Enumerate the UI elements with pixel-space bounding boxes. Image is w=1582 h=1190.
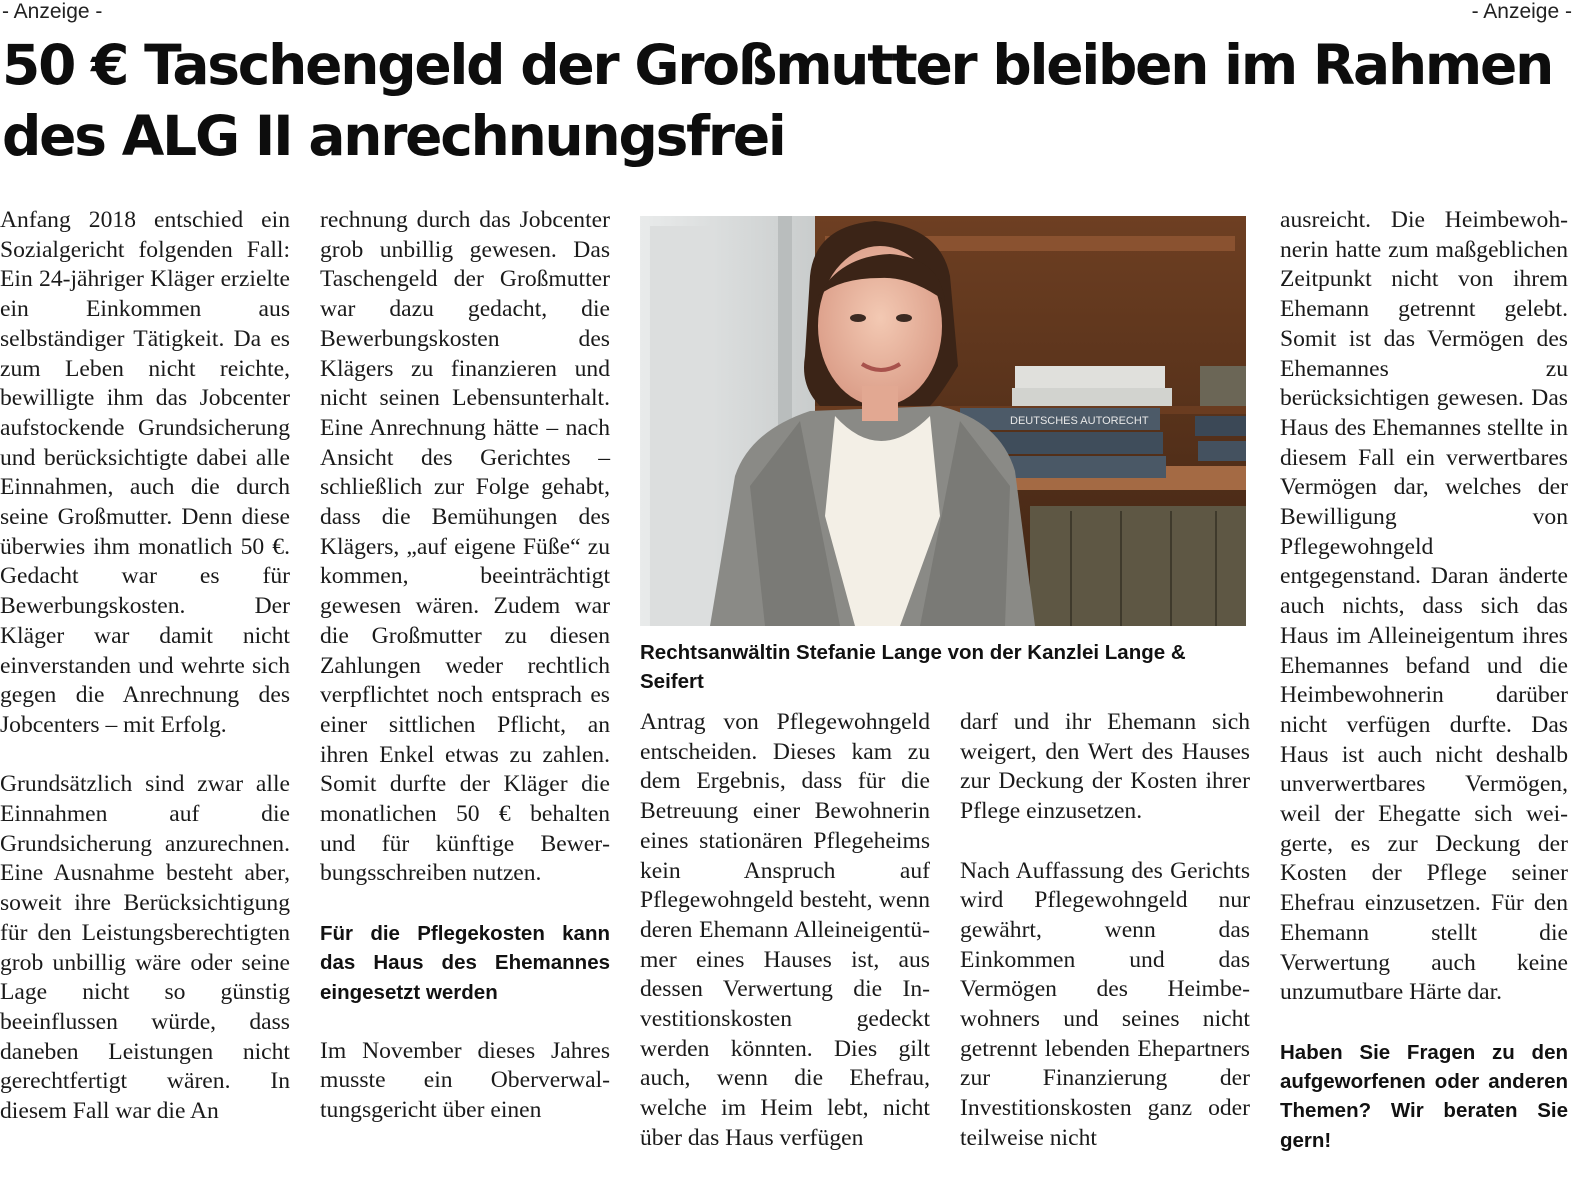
paragraph-pflegewohngeld-decision: Antrag von Pflegewohngeld entscheiden. Dieses kam zu dem Ergebnis, dass für die Betreuung einer Bewohnerin eines stationären Pflegeheims kein Anspruch auf Pflegewohngeld besteht, wenn deren Ehemann Alleineigentümer eines Hauses ist, aus dessen Verwertung die Investitionskosten gedeckt werden könnten. Dies gilt auch, wenn die Ehefrau, welche im Heim lebt, nicht über das Haus verfügen <box>640 709 930 1151</box>
article-column-2 <box>320 206 610 1156</box>
paragraph-conclusion: ausreicht. Die Heimbewohnerin hatte zum maßgeblichen Zeitpunkt nicht von ihrem Ehemann getrennt gelebt. Somit ist das Vermögen des Ehemannes zu berücksichtigen gewesen. Das Haus des Ehemannes stellte in diesem Fall ein verwertbares Vermögen dar, welches der Bewilligung von Pflegewohngeld entgegenstand. Daran änderte auch nichts, dass sich das Haus im Alleineigentum ihres Ehemannes befand und die Heimbewohnerin darüber nicht verfügen durfte. Das Haus ist auch nicht deshalb unverwertbares Vermögen, weil der Ehegatte sich weigerte, es zur Deckung der Kosten der Pflege seiner Ehefrau einzusetzen. Für den Ehemann stellt die Verwertung auch keine unzumutbare Härte dar. <box>1280 207 1568 1006</box>
article-column-4 <box>960 708 1250 1183</box>
paragraph-court-view: Nach Auffassung des Gerichts wird Pflegewohngeld nur gewährt, wenn das Einkommen und das Vermögen des Heimbewohners und seines nicht getrennt lebenden Ehepartners zur Finanzierung der Investitionskosten ganz oder teilweise nicht <box>960 857 1250 1151</box>
paragraph-intro: Anfang 2018 entschied ein Sozialgericht folgenden Fall: Ein 24-jähriger Kläger erzielte ein Einkommen aus selbständiger Tätigkeit. Da es zum Leben nicht reichte, bewilligte ihm das Jobcenter aufstockende Grundsicherung und berücksichtigte dabei alle Einnahmen, auch die durch seine Großmutter. Denn diese überwies ihm monatlich 50 €. Gedacht war es für Bewerbungskosten. Der Kläger war damit nicht einverstanden und wehrte sich gegen die Anrechnung des Jobcenters – mit Erfolg. <box>0 207 290 738</box>
article-column-5 <box>1280 206 1568 1185</box>
paragraph-november-case: Im November dieses Jahres musste ein Oberverwaltungsgericht über einen <box>320 1037 610 1124</box>
closing-question: Haben Sie Fragen zu den aufgeworfenen oder anderen Themen? Wir beraten Sie gern! <box>1280 1040 1568 1152</box>
ad-label-left: - Anzeige - <box>2 0 103 23</box>
book-spine-text: DEUTSCHES AUTORECHT <box>1010 415 1149 427</box>
ad-label-right: - Anzeige - <box>1471 0 1572 23</box>
subheading-pflegekosten: Für die Pflegekosten kann das Haus des Ehemannes eingesetzt werden <box>320 921 610 1004</box>
paragraph-husband-refuses: darf und ihr Ehemann sich weigert, den Wert des Hauses zur Deckung der Kosten ihrer Pflege einzusetzen. <box>960 709 1250 825</box>
paragraph-ruling: rechnung durch das Jobcenter grob unbillig gewesen. Das Taschengeld der Großmutter war dazu gedacht, die Bewerbungskosten des Klägers zu finanzieren und nicht seinen Lebensunterhalt. Eine Anrechnung hätte – nach Ansicht des Gerichtes – schließlich zur Folge gehabt, dass die Bemühungen des Klägers, „auf eigene Füße“ zu kommen, beeinträchtigt gewesen wären. Zudem war die Großmutter zu diesen Zahlungen weder rechtlich verpflichtet noch entsprach es einer sittlichen Pflicht, an ihren Enkel etwas zu zahlen. Somit durfte der Kläger die monatlichen 50 € behalten und für künftige Bewerbungsschreiben nutzen. <box>320 207 610 887</box>
article-column-3 <box>640 708 930 1183</box>
portrait-photo <box>640 216 1246 626</box>
article-column-1 <box>0 206 290 1156</box>
headline: 50 € Taschengeld der Großmutter bleiben im Rahmen des ALG II anrechnungsfrei <box>2 33 1553 168</box>
photo-caption: Rechtsanwältin Stefanie Lange von der Kanzlei Lange & Seifert <box>640 641 1186 693</box>
paragraph-principle: Grundsätzlich sind zwar alle Einnahmen auf die Grundsicherung anzurechnen. Eine Ausnahme besteht aber, soweit ihre Berücksichtigung für den Leistungsberechtigten grob unbillig wäre oder seine Lage nicht so günstig beeinflussen würde, dass daneben Leistungen nicht gerechtfertigt wären. In diesem Fall war die An <box>0 771 290 1125</box>
